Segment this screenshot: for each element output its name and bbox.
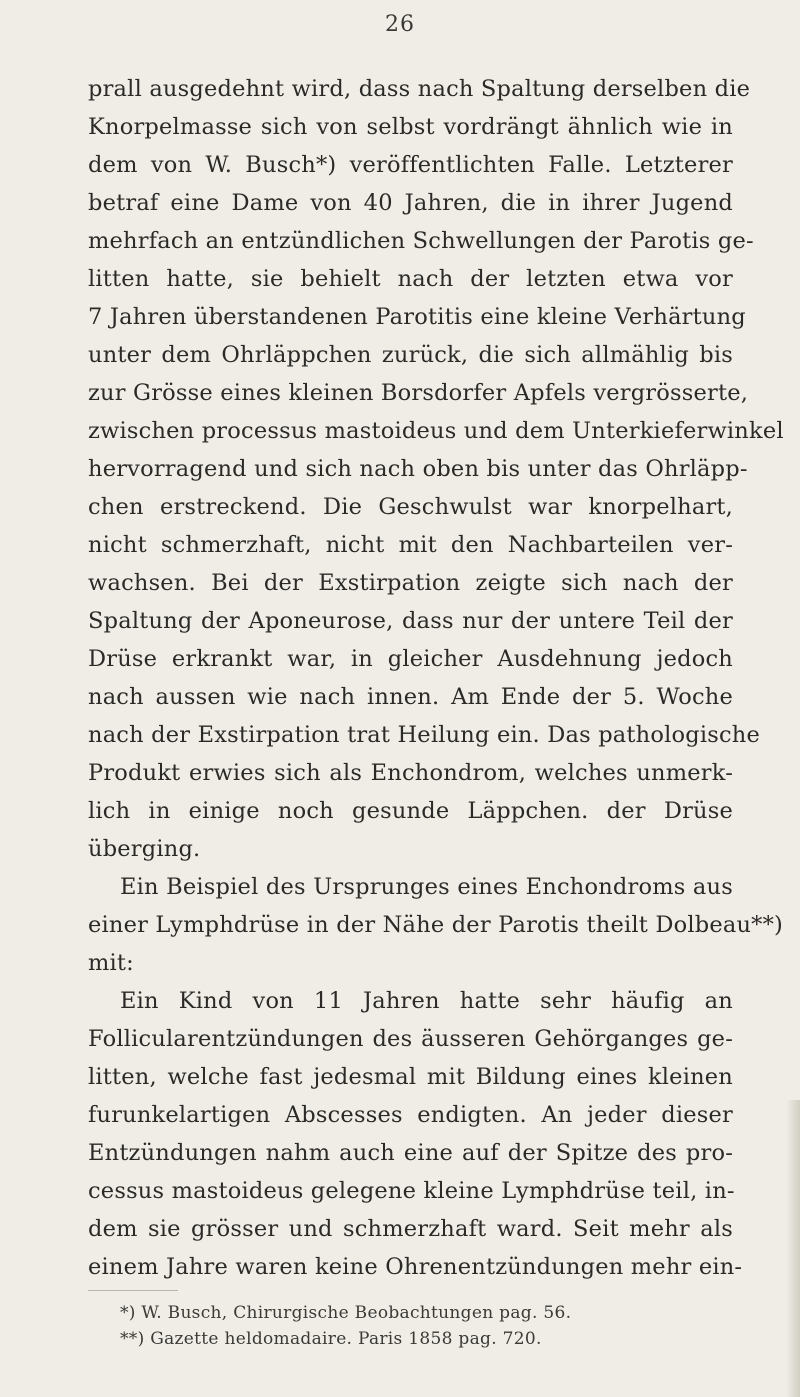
text-line: Knorpelmasse sich von selbst vordrängt ähnlich wie in — [88, 114, 733, 140]
footnotes — [120, 1300, 740, 1352]
footnote-busch: *) W. Busch, Chirurgische Beobachtungen pag. 56. — [120, 1303, 572, 1323]
text-line: überging. — [88, 836, 201, 862]
text-line: zwischen processus mastoideus und dem Unterkieferwinkel — [88, 418, 784, 444]
page-edge-shadow — [786, 1100, 800, 1397]
text-line: chen erstreckend. Die Geschwulst war knorpelhart, — [88, 494, 733, 520]
text-line: zur Grösse eines kleinen Borsdorfer Apfels vergrösserte, — [88, 380, 749, 406]
page-number: 26 — [385, 12, 415, 37]
text-line: betraf eine Dame von 40 Jahren, die in ihrer Jugend — [88, 190, 733, 216]
text-line: hervorragend und sich nach oben bis unter das Ohrläpp- — [88, 456, 748, 482]
text-line: nach aussen wie nach innen. Am Ende der 5. Woche — [88, 684, 733, 710]
text-line: Ein Beispiel des Ursprunges eines Enchondroms aus — [120, 874, 733, 900]
text-line: Spaltung der Aponeurose, dass nur der untere Teil der — [88, 608, 733, 634]
footnote-divider — [88, 1290, 178, 1291]
text-line: Ein Kind von 11 Jahren hatte sehr häufig an — [120, 988, 733, 1014]
body-text — [88, 70, 784, 1286]
text-line: furunkelartigen Abscesses endigten. An jeder dieser — [88, 1102, 733, 1128]
text-line: mehrfach an entzündlichen Schwellungen der Parotis ge- — [88, 228, 754, 254]
text-line: nach der Exstirpation trat Heilung ein. Das pathologische — [88, 722, 760, 748]
text-line: einem Jahre waren keine Ohrenentzündungen mehr ein- — [88, 1254, 743, 1280]
text-line: mit: — [88, 950, 134, 976]
footnote-dolbeau: **) Gazette heldomadaire. Paris 1858 pag. 720. — [120, 1329, 542, 1349]
text-line: Follicularentzündungen des äusseren Gehörganges ge- — [88, 1026, 733, 1052]
text-line: Entzündungen nahm auch eine auf der Spitze des pro- — [88, 1140, 733, 1166]
text-line: litten, welche fast jedesmal mit Bildung eines kleinen — [88, 1064, 733, 1090]
text-line: dem von W. Busch*) veröffentlichten Falle. Letzterer — [88, 152, 733, 178]
text-line: litten hatte, sie behielt nach der letzten etwa vor — [88, 266, 733, 292]
text-line: dem sie grösser und schmerzhaft ward. Seit mehr als — [88, 1216, 733, 1242]
text-line: lich in einige noch gesunde Läppchen. der Drüse — [88, 798, 733, 824]
text-line: nicht schmerzhaft, nicht mit den Nachbarteilen ver- — [88, 532, 733, 558]
text-line: wachsen. Bei der Exstirpation zeigte sich nach der — [88, 570, 733, 596]
text-line: unter dem Ohrläppchen zurück, die sich allmählig bis — [88, 342, 733, 368]
text-line: cessus mastoideus gelegene kleine Lymphdrüse teil, in- — [88, 1178, 735, 1204]
text-line: einer Lymphdrüse in der Nähe der Parotis theilt Dolbeau**) — [88, 912, 784, 938]
text-line: 7 Jahren überstandenen Parotitis eine kleine Verhärtung — [88, 304, 746, 330]
text-line: Produkt erwies sich als Enchondrom, welches unmerk- — [88, 760, 733, 786]
text-line: Drüse erkrankt war, in gleicher Ausdehnung jedoch — [88, 646, 733, 672]
text-line: prall ausgedehnt wird, dass nach Spaltung derselben die — [88, 76, 751, 102]
